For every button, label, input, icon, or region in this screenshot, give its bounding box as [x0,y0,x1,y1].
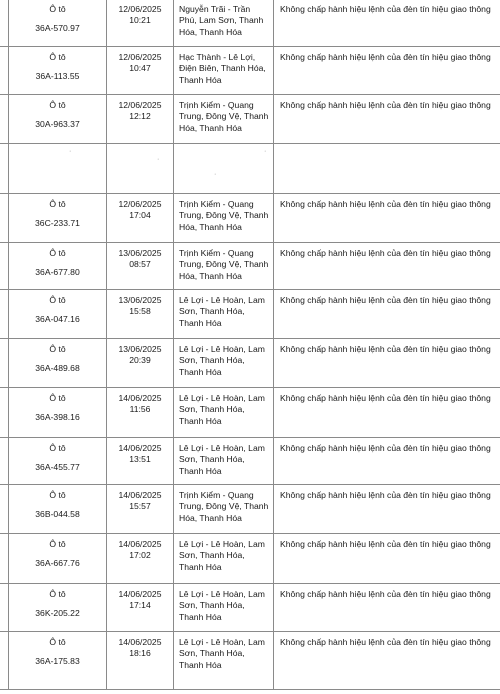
violation-time: 10:21 [129,15,151,26]
violation-cell [274,144,500,194]
violation-time: 10:47 [129,63,151,74]
violation-location: Lê Lợi - Lê Hoàn, Lam Sơn, Thanh Hóa, Thanh Hóa [179,589,265,622]
violation-date: 13/06/2025 [118,295,162,305]
vehicle-cell [9,290,107,339]
license-plate: 36A-455.77 [35,462,80,473]
row-index-cell [0,584,9,632]
violation-time: 20:39 [129,355,151,366]
datetime-cell [107,632,174,690]
license-plate: 36A-667.76 [35,558,80,569]
location-cell [174,339,274,388]
vehicle-type: Ô tô [49,344,66,354]
location-cell [174,0,274,47]
vehicle-type: Ô tô [49,4,66,14]
table-row [0,243,500,290]
violation-location: Lê Lợi - Lê Hoàn, Lam Sơn, Thanh Hóa, Thanh Hóa [179,393,265,426]
violation-cell [274,438,500,485]
violation-date: 14/06/2025 [118,443,162,453]
violation-location: Trịnh Kiểm - Quang Trung, Đông Vệ, Thanh Hóa, Thanh Hóa [179,100,269,133]
violation-time: 15:58 [129,306,151,317]
vehicle-type: Ô tô [49,589,66,599]
vehicle-type: Ô tô [49,637,66,647]
violation-time: 08:57 [129,259,151,270]
location-cell [174,47,274,95]
datetime-cell [107,438,174,485]
license-plate: 36A-489.68 [35,363,80,374]
location-cell [174,95,274,144]
license-plate: 36A-175.83 [35,656,80,667]
vehicle-type: Ô tô [49,52,66,62]
table-row [0,95,500,144]
violation-location: Lê Lợi - Lê Hoàn, Lam Sơn, Thanh Hóa, Thanh Hóa [179,344,265,377]
vehicle-cell [9,339,107,388]
violation-cell [274,95,500,144]
violation-date: 12/06/2025 [118,100,162,110]
blank-row [0,144,500,194]
scan-artifact: · [157,156,160,163]
location-cell [174,632,274,690]
location-cell [174,534,274,584]
table-row [0,584,500,632]
table-row [0,388,500,438]
violation-time: 12:12 [129,111,151,122]
row-index-cell [0,47,9,95]
violation-date: 14/06/2025 [118,637,162,647]
violation-cell [274,0,500,47]
vehicle-cell [9,534,107,584]
violation-cell [274,388,500,438]
row-index-cell [0,388,9,438]
row-index-cell [0,194,9,243]
violation-time: 13:51 [129,454,151,465]
datetime-cell [107,144,174,194]
violation-description: Không chấp hành hiệu lệnh của đèn tín hiệu giao thông [280,637,491,647]
violation-location: Hạc Thành - Lê Lợi, Điện Biên, Thanh Hóa, Thanh Hóa [179,52,266,85]
license-plate: 36A-047.16 [35,314,80,325]
violation-location: Trịnh Kiểm - Quang Trung, Đông Vệ, Thanh Hóa, Thanh Hóa [179,199,269,232]
vehicle-cell [9,438,107,485]
vehicle-type: Ô tô [49,248,66,258]
violation-description: Không chấp hành hiệu lệnh của đèn tín hiệu giao thông [280,589,491,599]
vehicle-cell [9,632,107,690]
violation-date: 12/06/2025 [118,199,162,209]
violation-date: 14/06/2025 [118,539,162,549]
vehicle-type: Ô tô [49,100,66,110]
vehicle-type: Ô tô [49,393,66,403]
violation-location: Trịnh Kiểm - Quang Trung, Đông Vệ, Thanh Hóa, Thanh Hóa [179,490,269,523]
row-index-cell [0,339,9,388]
violation-description: Không chấp hành hiệu lệnh của đèn tín hiệu giao thông [280,344,491,354]
vehicle-type: Ô tô [49,199,66,209]
scan-artifact: · [214,171,217,178]
vehicle-type: Ô tô [49,539,66,549]
license-plate: 36B-044.58 [35,509,80,520]
table-row [0,534,500,584]
datetime-cell [107,290,174,339]
violation-description: Không chấp hành hiệu lệnh của đèn tín hiệu giao thông [280,248,491,258]
datetime-cell [107,95,174,144]
datetime-cell [107,194,174,243]
vehicle-cell [9,95,107,144]
violation-location: Lê Lợi - Lê Hoàn, Lam Sơn, Thanh Hóa, Thanh Hóa [179,637,265,670]
license-plate: 36C-233.71 [35,218,80,229]
row-index-cell [0,243,9,290]
violation-cell [274,632,500,690]
license-plate: 36A-677.80 [35,267,80,278]
table-row [0,0,500,47]
vehicle-cell [9,485,107,534]
location-cell [174,584,274,632]
violation-time: 11:56 [129,404,151,415]
table-row [0,485,500,534]
scan-artifact: · [264,148,267,155]
violation-cell [274,290,500,339]
location-cell [174,388,274,438]
violation-cell [274,194,500,243]
violation-cell [274,534,500,584]
violation-date: 13/06/2025 [118,248,162,258]
location-cell [174,485,274,534]
vehicle-cell [9,584,107,632]
license-plate: 36A-570.97 [35,23,80,34]
violation-date: 12/06/2025 [118,52,162,62]
table-row [0,290,500,339]
datetime-cell [107,584,174,632]
datetime-cell [107,388,174,438]
scan-artifact: · [69,148,72,155]
row-index-cell [0,485,9,534]
license-plate: 36A-113.55 [35,71,80,82]
violation-description: Không chấp hành hiệu lệnh của đèn tín hiệu giao thông [280,443,491,453]
violation-description: Không chấp hành hiệu lệnh của đèn tín hiệu giao thông [280,100,491,110]
vehicle-cell [9,144,107,194]
datetime-cell [107,0,174,47]
violation-date: 14/06/2025 [118,589,162,599]
vehicle-cell [9,243,107,290]
violation-date: 12/06/2025 [118,4,162,14]
violation-description: Không chấp hành hiệu lệnh của đèn tín hiệu giao thông [280,539,491,549]
violation-cell [274,47,500,95]
violation-date: 14/06/2025 [118,393,162,403]
row-index-cell [0,290,9,339]
vehicle-cell [9,194,107,243]
vehicle-cell [9,0,107,47]
violation-cell [274,339,500,388]
violation-time: 17:04 [129,210,151,221]
row-index-cell [0,144,9,194]
violation-description: Không chấp hành hiệu lệnh của đèn tín hiệu giao thông [280,52,491,62]
violation-date: 13/06/2025 [118,344,162,354]
violation-description: Không chấp hành hiệu lệnh của đèn tín hiệu giao thông [280,4,491,14]
vehicle-cell [9,388,107,438]
violation-time: 18:16 [129,648,151,659]
row-index-cell [0,95,9,144]
vehicle-cell [9,47,107,95]
datetime-cell [107,339,174,388]
vehicle-type: Ô tô [49,443,66,453]
datetime-cell [107,485,174,534]
violation-date: 14/06/2025 [118,490,162,500]
table-row [0,339,500,388]
location-cell [174,290,274,339]
datetime-cell [107,243,174,290]
violation-description: Không chấp hành hiệu lệnh của đèn tín hiệu giao thông [280,490,491,500]
violation-description: Không chấp hành hiệu lệnh của đèn tín hiệu giao thông [280,295,491,305]
violation-cell [274,584,500,632]
row-index-cell [0,534,9,584]
row-index-cell [0,438,9,485]
datetime-cell [107,534,174,584]
license-plate: 36K-205.22 [35,608,80,619]
table-row [0,632,500,690]
violation-time: 17:14 [129,600,151,611]
violation-location: Nguyễn Trãi - Trần Phú, Lam Sơn, Thanh Hóa, Thanh Hóa [179,4,264,37]
violation-description: Không chấp hành hiệu lệnh của đèn tín hiệu giao thông [280,393,491,403]
violation-cell [274,243,500,290]
violation-time: 15:57 [129,501,151,512]
table-row [0,47,500,95]
license-plate: 36A-398.16 [35,412,80,423]
violation-cell [274,485,500,534]
datetime-cell [107,47,174,95]
vehicle-type: Ô tô [49,490,66,500]
row-index-cell [0,632,9,690]
location-cell [174,438,274,485]
violation-location: Lê Lợi - Lê Hoàn, Lam Sơn, Thanh Hóa, Thanh Hóa [179,443,265,476]
location-cell [174,144,274,194]
violation-location: Lê Lợi - Lê Hoàn, Lam Sơn, Thanh Hóa, Thanh Hóa [179,295,265,328]
license-plate: 30A-963.37 [35,119,80,130]
violation-time: 17:02 [129,550,151,561]
violation-location: Lê Lợi - Lê Hoàn, Lam Sơn, Thanh Hóa, Thanh Hóa [179,539,265,572]
row-index-cell [0,0,9,47]
violation-description: Không chấp hành hiệu lệnh của đèn tín hiệu giao thông [280,199,491,209]
vehicle-type: Ô tô [49,295,66,305]
table-row [0,438,500,485]
location-cell [174,243,274,290]
table-row [0,194,500,243]
violation-location: Trịnh Kiểm - Quang Trung, Đông Vệ, Thanh Hóa, Thanh Hóa [179,248,269,281]
location-cell [174,194,274,243]
